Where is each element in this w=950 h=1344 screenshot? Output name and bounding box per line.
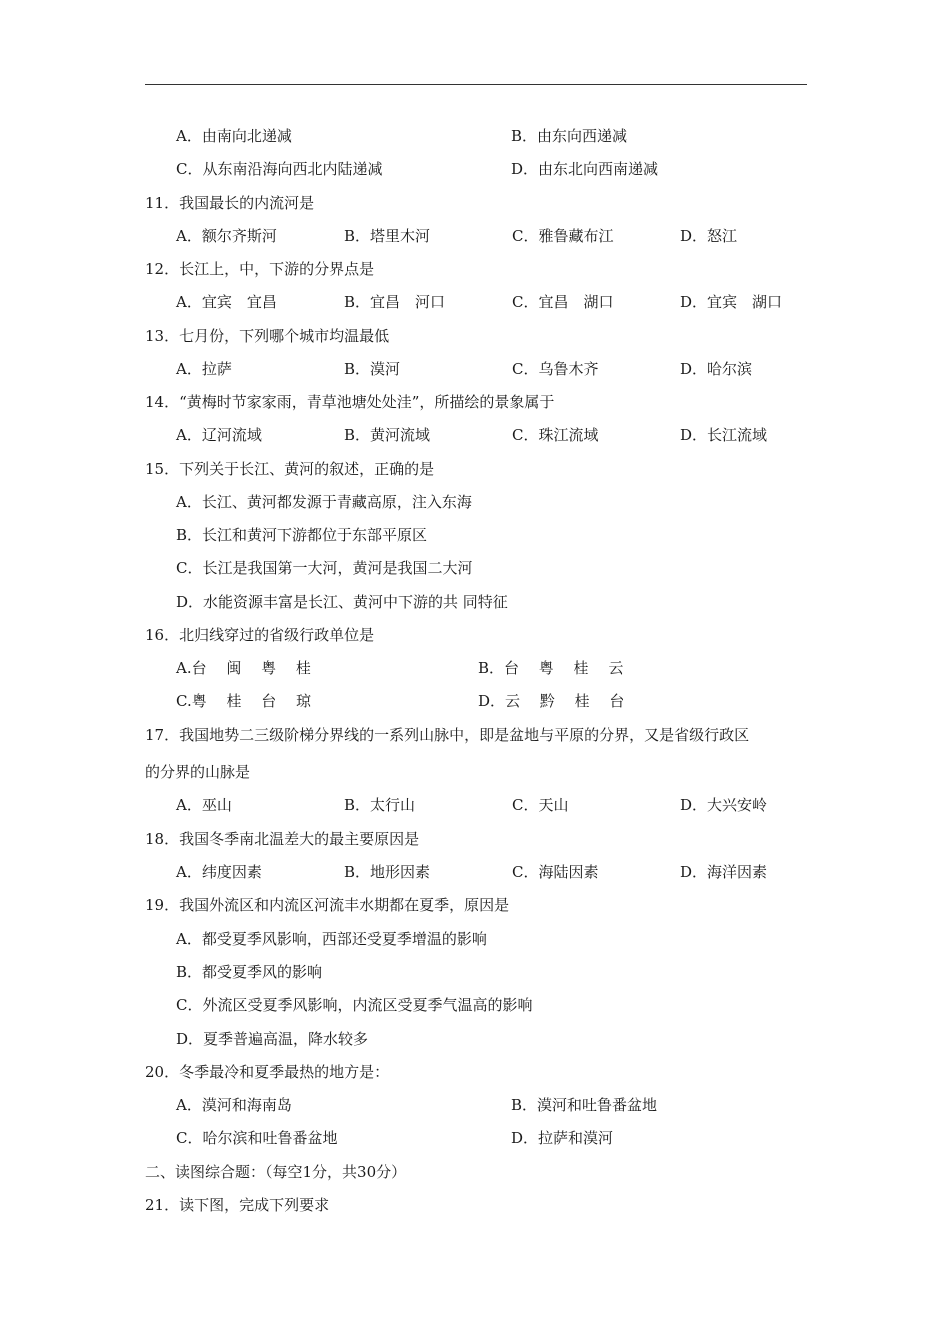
q15-option-c: C．长江是我国第一大河，黄河是我国二大河: [176, 559, 473, 577]
q16-option-c: C.粤 桂 台 琼: [176, 692, 312, 710]
q11-option-d: D．怒江: [680, 227, 738, 245]
q17-stem-line2: 的分界的山脉是: [145, 763, 251, 781]
q18-stem: 18．我国冬季南北温差大的最主要原因是: [145, 830, 420, 848]
q18-option-b: B．地形因素: [344, 863, 431, 881]
q20-stem: 20．冬季最冷和夏季最热的地方是：: [145, 1063, 390, 1081]
q13-option-b: B．漠河: [344, 360, 401, 378]
q14-option-a: A．辽河流域: [176, 426, 262, 444]
q20-option-c: C．哈尔滨和吐鲁番盆地: [176, 1129, 338, 1147]
q18-option-c: C．海陆因素: [512, 863, 599, 881]
q19-option-a: A．都受夏季风影响，西部还受夏季增温的影响: [176, 930, 487, 948]
q15-option-a: A．长江、黄河都发源于青藏高原，注入东海: [176, 493, 472, 511]
q19-option-d: D．夏季普遍高温，降水较多: [176, 1030, 369, 1048]
q14-option-b: B．黄河流域: [344, 426, 431, 444]
q14-option-d: D．长江流域: [680, 426, 768, 444]
q20-option-a: A．漠河和海南岛: [176, 1096, 292, 1114]
q15-stem: 15．下列关于长江、黄河的叙述，正确的是: [145, 460, 435, 478]
q14-option-c: C．珠江流域: [512, 426, 599, 444]
q12-option-b: B．宜昌 河口: [344, 293, 446, 311]
q19-option-b: B．都受夏季风的影响: [176, 963, 323, 981]
q10-option-b: B．由东向西递减: [511, 127, 628, 145]
q17-stem-line1: 17．我国地势二三级阶梯分界线的一系列山脉中，即是盆地与平原的分界，又是省级行政区: [145, 726, 750, 744]
q20-option-b: B．漠河和吐鲁番盆地: [511, 1096, 658, 1114]
q15-option-b: B．长江和黄河下游都位于东部平原区: [176, 526, 428, 544]
q19-stem: 19．我国外流区和内流区河流丰水期都在夏季，原因是: [145, 896, 510, 914]
q14-stem: 14．“黄梅时节家家雨，青草池塘处处洼”，所描绘的景象属于: [145, 393, 555, 411]
q17-option-d: D．大兴安岭: [680, 796, 768, 814]
q12-option-a: A．宜宾 宜昌: [176, 293, 277, 311]
q16-option-b: B．台 粤 桂 云: [478, 659, 624, 677]
q17-option-a: A．巫山: [176, 796, 232, 814]
q11-option-b: B．塔里木河: [344, 227, 431, 245]
q10-option-d: D．由东北向西南递减: [511, 160, 659, 178]
q19-option-c: C．外流区受夏季风影响，内流区受夏季气温高的影响: [176, 996, 533, 1014]
section-heading: 二、读图综合题：（每空1分，共30分）: [145, 1163, 407, 1181]
q17-option-c: C．天山: [512, 796, 569, 814]
q11-option-a: A．额尔齐斯河: [176, 227, 277, 245]
q18-option-a: A．纬度因素: [176, 863, 262, 881]
q11-option-c: C．雅鲁藏布江: [512, 227, 614, 245]
q12-option-c: C．宜昌 湖口: [512, 293, 614, 311]
q12-stem: 12．长江上，中，下游的分界点是: [145, 260, 375, 278]
q17-option-b: B．太行山: [344, 796, 416, 814]
q13-option-d: D．哈尔滨: [680, 360, 753, 378]
q13-stem: 13．七月份，下列哪个城市均温最低: [145, 327, 390, 345]
q15-option-d: D．水能资源丰富是长江、黄河中下游的共 同特征: [176, 593, 508, 611]
q18-option-d: D．海洋因素: [680, 863, 768, 881]
q21-stem: 21．读下图，完成下列要求: [145, 1196, 330, 1214]
q11-stem: 11．我国最长的内流河是: [145, 194, 315, 212]
q12-option-d: D．宜宾 湖口: [680, 293, 783, 311]
header-rule: [145, 84, 807, 85]
q10-option-c: C．从东南沿海向西北内陆递减: [176, 160, 383, 178]
q13-option-a: A．拉萨: [176, 360, 232, 378]
q16-option-d: D．云 黔 桂 台: [478, 692, 625, 710]
q13-option-c: C．乌鲁木齐: [512, 360, 599, 378]
q16-stem: 16．北归线穿过的省级行政单位是: [145, 626, 375, 644]
q20-option-d: D．拉萨和漠河: [511, 1129, 614, 1147]
q16-option-a: A.台 闽 粤 桂: [176, 659, 311, 677]
q10-option-a: A．由南向北递减: [176, 127, 292, 145]
